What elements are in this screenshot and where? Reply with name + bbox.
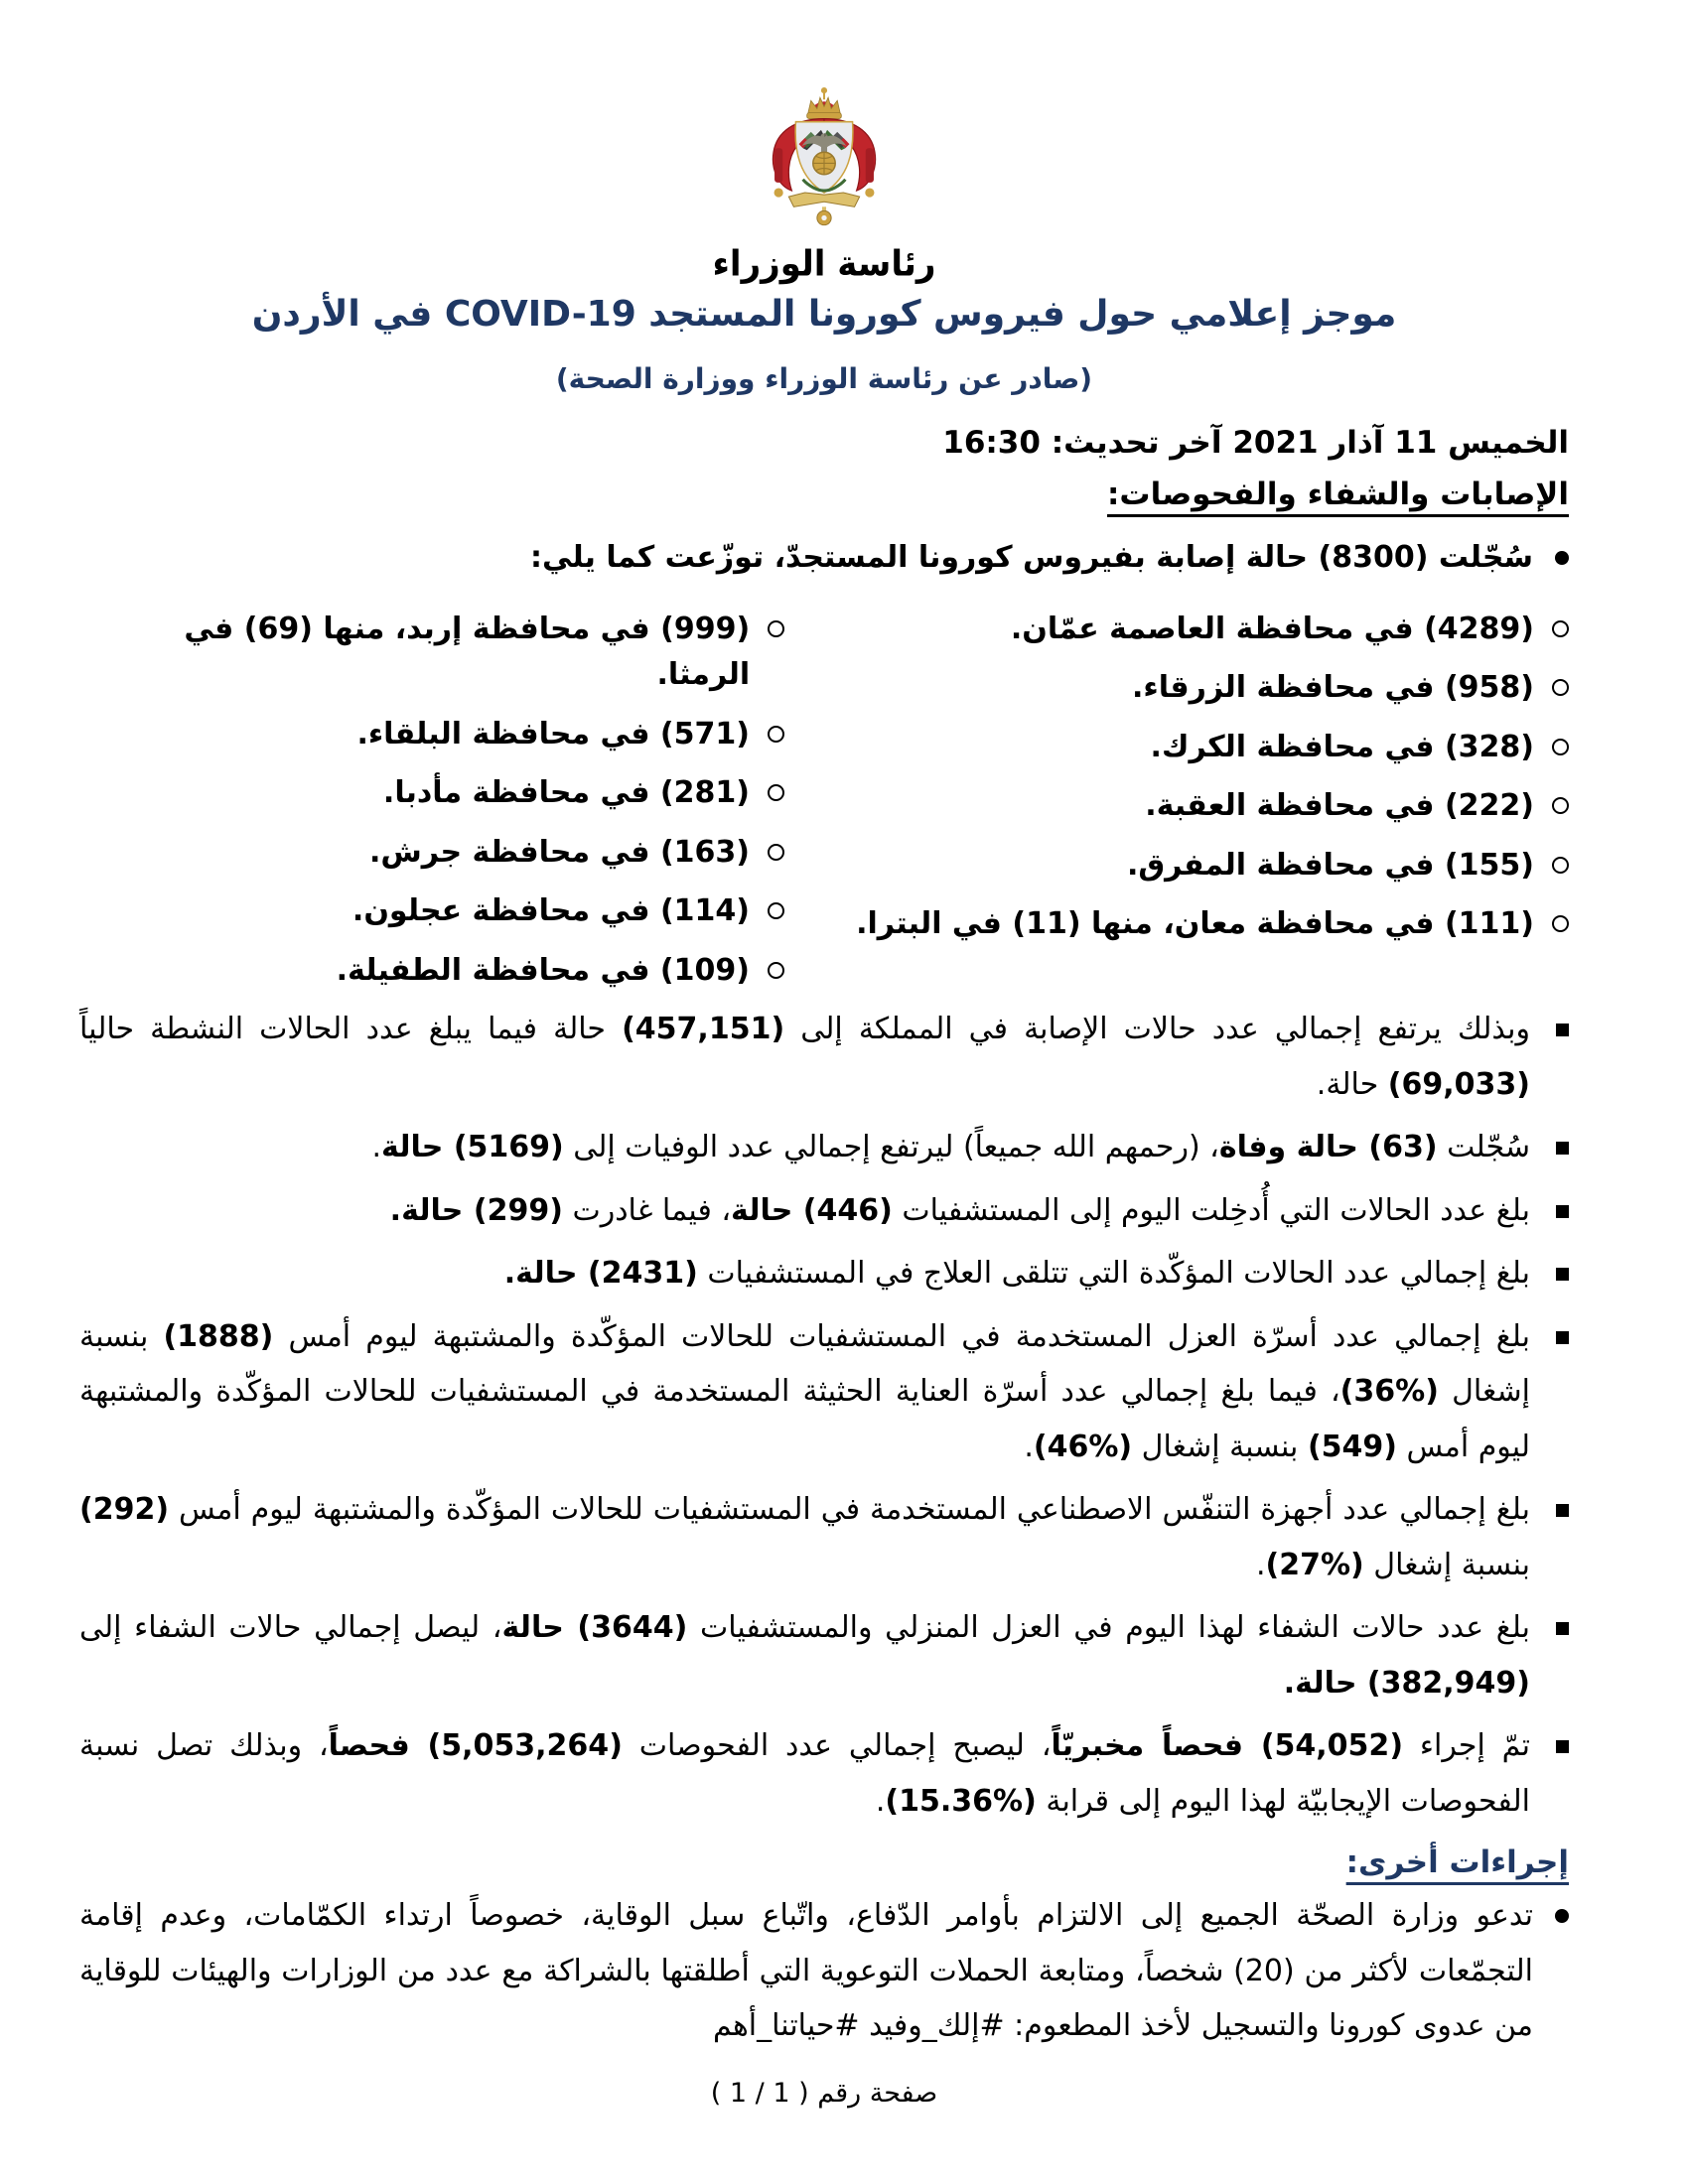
section-other-heading: إجراءات أخرى: [1345,1844,1569,1880]
circle-bullet-marker [1552,739,1569,755]
bullet-item [79,1002,1569,1112]
square-bullet-marker [1556,1622,1569,1635]
circle-bullet-marker [1552,915,1569,932]
date-line: الخميس 11 آذار 2021 آخر تحديث: 16:30 [942,425,1569,461]
square-bullet-marker [1556,1024,1569,1036]
bullet-text: تمّ إجراء (54,052) فحصاً مخبريّاً، ليصبح إجمالي عدد الفحوصات (5,053,264) فحصاً، وبذلك تصل نسبة الفحوصات الإيجابيّة لهذا اليوم إلى قرابة (%15.36). [79,1728,1530,1819]
governorate-item-text: (281) في محافظة مأدبا. [382,775,750,810]
bullet-item [79,530,1569,586]
governorate-item [89,712,784,758]
governorates-list [79,594,1569,995]
intro-bullet-wrap [79,530,1569,586]
bullet-item [79,1309,1569,1475]
circle-bullet-marker [768,962,784,979]
governorate-item [824,607,1569,653]
medal-icon [817,206,831,224]
globe-icon [813,152,835,174]
page-title: موجز إعلامي حول فيروس كورونا المستجد COVID-19 في الأردن [251,294,1397,335]
governorate-item [89,770,784,817]
square-bullet-marker [1556,1740,1569,1753]
circle-bullet-marker [1552,857,1569,874]
other-bullets [79,1888,1569,2054]
square-bullet-marker [1556,1268,1569,1281]
square-bullet-marker [1556,1504,1569,1517]
governorate-item-text: (109) في محافظة الطفيلة. [336,952,750,988]
bullet-text: بلغ إجمالي عدد أجهزة التنفّس الاصطناعي المستخدمة في المستشفيات للحالات المؤكّدة والمشتبهة ليوم أمس (292) بنسبة إشغال (%27). [79,1492,1530,1582]
bullet-text: بلغ إجمالي عدد أسرّة العزل المستخدمة في المستشفيات للحالات المؤكّدة والمشتبهة ليوم أمس (1888) بنسبة إشغال (%36)، فيما بلغ إجمالي عدد أسرّة العناية الحثيثة المستخدمة في المستشفيات للحالات المؤكّدة والمشتبهة ليوم أمس (549) بنسبة إشغال (%46). [79,1318,1531,1464]
governorate-item-text: (114) في محافظة عجلون. [352,893,750,928]
bullet-text: بلغ عدد حالات الشفاء لهذا اليوم في العزل المنزلي والمستشفيات (3644) حالة، ليصل إجمالي حالات الشفاء إلى (382,949) حالة. [79,1610,1530,1701]
circle-bullet-marker [1552,679,1569,696]
governorate-item-text: (958) في محافظة الزرقاء. [1131,670,1534,705]
bullet-item [79,1183,1569,1239]
governorate-item [824,783,1569,830]
governorate-item-text: (571) في محافظة البلقاء. [356,716,750,751]
governorate-item-text: (222) في محافظة العقبة. [1145,788,1534,823]
circle-bullet-marker [768,726,784,743]
governorate-item [89,830,784,877]
circle-bullet-marker [768,620,784,637]
circle-bullet-marker [768,784,784,801]
square-bullet-marker [1556,1205,1569,1218]
governorate-item [824,901,1569,948]
governorate-item-text: (4289) في محافظة العاصمة عمّان. [1010,611,1534,646]
coat-of-arms-icon [758,85,891,242]
governorate-item-text: (155) في محافظة المفرق. [1126,847,1534,883]
bullet-text: تدعو وزارة الصحّة الجميع إلى الالتزام بأوامر الدّفاع، واتّباع سبل الوقاية، خصوصاً ارتداء الكمّامات، وعدم إقامة التجمّعات لأكثر من (20) شخصاً، ومتابعة الحملات التوعوية التي أطلقتها بالشراكة مع عدد من الوزارات والهيئات للوقاية من عدوى كورونا والتسجيل لأخذ المطعوم: #إلك_وفيد #حياتنا_أهم [79,1898,1534,2043]
circle-bullet-marker [768,844,784,861]
circle-bullet-marker [1552,620,1569,637]
governorate-item-text: (163) في محافظة جرش. [369,834,750,870]
bullet-item [79,1718,1569,1829]
prime-ministry-calligraphy: رئاسة الوزراء [712,243,936,285]
governorate-item [89,888,784,935]
bullet-text: سُجّلت (63) حالة وفاة، (رحمهم الله جميعاً) ليرتفع إجمالي عدد الوفيات إلى (5169) حالة. [371,1130,1530,1164]
disc-bullet-marker [1555,551,1569,565]
governorate-item-text: (999) في محافظة إربد، منها (69) في الرمثا. [184,611,751,692]
ribbon-icon [788,193,859,206]
bullet-item [79,1120,1569,1175]
governorate-item [824,843,1569,889]
governorate-item-text: (111) في محافظة معان، منها (11) في البترا. [856,906,1534,941]
crown-icon [807,87,842,119]
royal-crest-logo [79,85,1569,242]
bullet-item [79,1600,1569,1710]
bullet-text: بلغ عدد الحالات التي أُدخِلت اليوم إلى المستشفيات (446) حالة، فيما غادرت (299) حالة. [389,1192,1530,1228]
gov-column-left [79,594,824,995]
governorate-item-text: (328) في محافظة الكرك. [1150,729,1534,764]
gov-column-right [824,594,1569,995]
square-bullet-marker [1556,1142,1569,1155]
bullet-text: بلغ إجمالي عدد الحالات المؤكّدة التي تتلقى العلاج في المستشفيات (2431) حالة. [503,1256,1530,1291]
disc-bullet-marker [1555,1909,1569,1923]
circle-bullet-marker [1552,797,1569,814]
governorate-item [89,948,784,995]
square-bullet-marker [1556,1331,1569,1344]
bullet-text: سُجّلت (8300) حالة إصابة بفيروس كورونا المستجدّ، توزّعت كما يلي: [530,540,1533,575]
bullet-item [79,1482,1569,1592]
bullet-text: وبذلك يرتفع إجمالي عدد حالات الإصابة في المملكة إلى (457,151) حالة فيما يبلغ عدد الحالات النشطة حالياً (69,033) حالة. [79,1012,1530,1102]
governorate-item [824,725,1569,771]
page-subtitle: (صادر عن رئاسة الوزراء ووزارة الصحة) [555,362,1093,395]
governorate-item [824,665,1569,712]
cases-bullets [79,1002,1569,1829]
governorate-item [89,607,784,699]
section-cases-heading: الإصابات والشفاء والفحوصات: [1107,477,1569,512]
page-footer: صفحة رقم ( 1 / 1 ) [710,2077,938,2109]
bullet-item [79,1888,1569,2054]
circle-bullet-marker [768,902,784,919]
bullet-item [79,1246,1569,1301]
